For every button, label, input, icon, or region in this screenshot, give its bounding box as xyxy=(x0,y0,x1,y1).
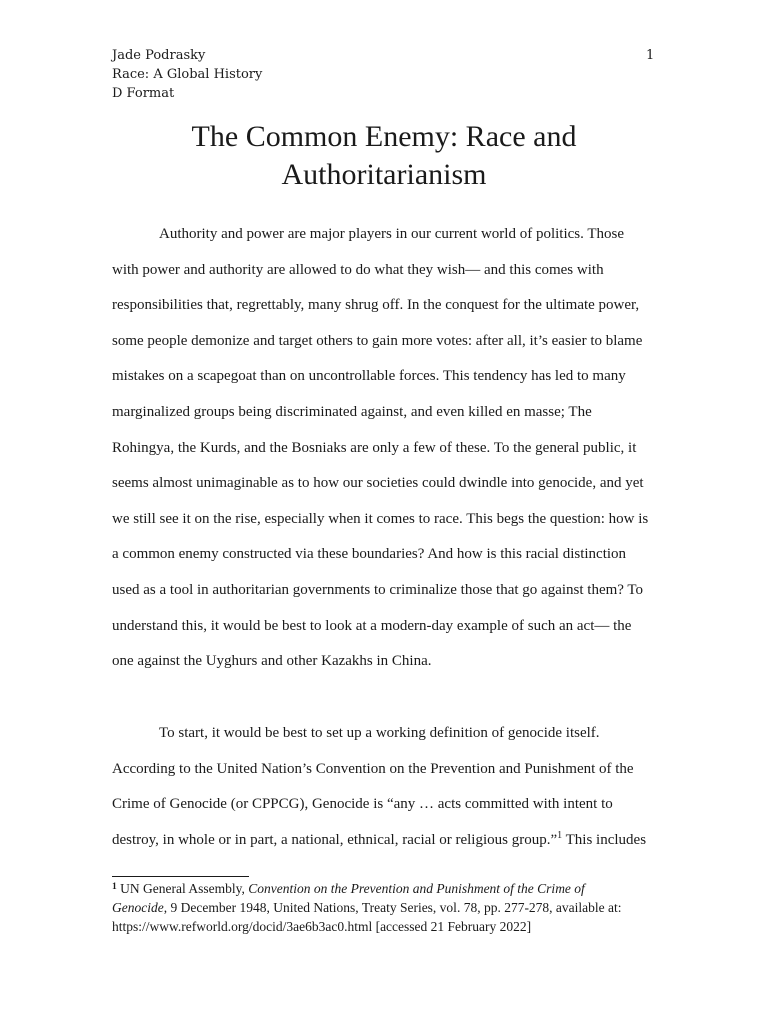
paragraph-line: with power and authority are allowed to do what they wish— and this comes with xyxy=(112,261,604,278)
paragraph-line: we still see it on the rise, especially when it comes to race. This begs the question: how is xyxy=(112,510,649,527)
course-name: Race: A Global History xyxy=(112,67,263,82)
paragraph-line: used as a tool in authoritarian governments to criminalize those that go against them? To xyxy=(112,581,644,598)
paragraph-line: Rohingya, the Kurds, and the Bosniaks are only a few of these. To the general public, it xyxy=(112,439,637,456)
format-label: D Format xyxy=(112,86,175,101)
paragraph-line: mistakes on a scapegoat than on uncontrollable forces. This tendency has led to many xyxy=(112,368,626,385)
footnote-reference[interactable]: 1 xyxy=(557,829,563,841)
footnote-line-2 xyxy=(112,898,672,917)
footnote-line-1 xyxy=(112,879,672,898)
footnote-citation: , 9 December 1948, United Nations, Treaty Series, vol. 78, pp. 277-278, available at: xyxy=(163,900,622,915)
title-line-2: Authoritarianism xyxy=(281,158,487,191)
paragraph-line: According to the United Nation’s Convention on the Prevention and Punishment of the xyxy=(112,760,634,777)
paragraph-2 xyxy=(112,716,658,858)
paragraph-line: a common enemy constructed via these boundaries? And how is this racial distinction xyxy=(112,546,627,563)
document-title xyxy=(112,118,656,194)
paragraph-line: Authority and power are major players in our current world of politics. Those xyxy=(159,226,625,242)
title-line-1: The Common Enemy: Race and xyxy=(191,120,577,153)
paragraph-line: some people demonize and target others to gain more votes: after all, it’s easier to blame xyxy=(112,332,643,349)
footnote xyxy=(112,879,672,936)
paragraph-1 xyxy=(112,217,658,680)
paragraph-line-text: destroy, in whole or in part, a national, ethnical, racial or religious group.” xyxy=(112,831,558,848)
footnote-lead: UN General Assembly, xyxy=(116,881,249,896)
header-block xyxy=(112,46,262,103)
footnote-title-part-1: Convention on the Prevention and Punishment of the Crime of xyxy=(248,881,585,896)
paragraph-line: marginalized groups being discriminated against, and even killed en masse; The xyxy=(112,403,592,420)
paragraph-line: seems almost unimaginable as to how our societies could dwindle into genocide, and yet xyxy=(112,475,644,492)
footnote-url-line[interactable]: https://www.refworld.org/docid/3ae6b3ac0.html [accessed 21 February 2022] xyxy=(112,919,532,934)
author-name: Jade Podrasky xyxy=(112,48,206,63)
paragraph-line-tail: This includes xyxy=(562,831,647,848)
paragraph-line: Crime of Genocide (or CPPCG), Genocide is “any … acts committed with intent to xyxy=(112,796,613,813)
footnote-marker: 1 xyxy=(112,882,117,892)
paragraph-line-with-footnote xyxy=(112,823,658,859)
footnote-title-part-2: Genocide xyxy=(112,900,164,915)
paragraph-line: responsibilities that, regrettably, many shrug off. In the conquest for the ultimate power, xyxy=(112,297,640,314)
paragraph-line: To start, it would be best to set up a working definition of genocide itself. xyxy=(159,725,600,741)
paragraph-line: one against the Uyghurs and other Kazakhs in China. xyxy=(112,653,432,670)
paragraph-line: understand this, it would be best to look at a modern-day example of such an act— the xyxy=(112,617,632,634)
page-number: 1 xyxy=(646,48,655,63)
footnote-separator xyxy=(112,876,249,877)
